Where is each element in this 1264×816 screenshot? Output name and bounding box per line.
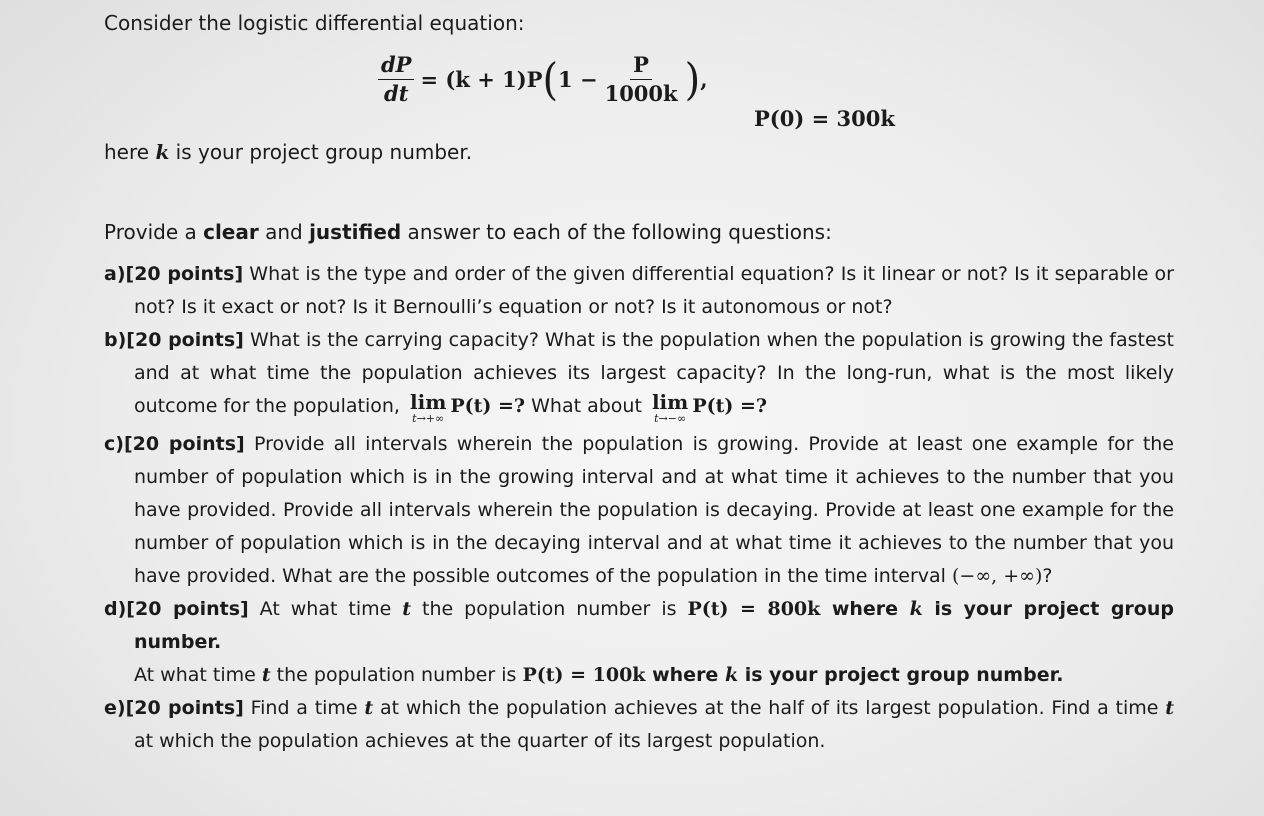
question-c-label: c)[20 points] (104, 433, 245, 455)
question-c-text: Provide all intervals wherein the population is growing. Provide at least one example for the number of population which is in the growing interval and at what time it achieves to the number that you have provided. Provide all intervals wherein the population is decaying. Provide at least one example for the number of population which is in the decaying interval and at what time it achieves to the number that you have provided. What are the possible outcomes of the population in the time interval (134, 433, 1174, 587)
question-b (104, 324, 1174, 424)
limit-minus-infinity (652, 390, 688, 424)
group-number-note (104, 138, 1174, 166)
question-a-label: a)[20 points] (104, 263, 244, 285)
question-d-t2: the population number is (411, 598, 688, 620)
question-d-k-var-1: k (909, 598, 923, 620)
question-d-t6: the population number is (270, 664, 523, 686)
question-d-t7: where (645, 664, 725, 686)
question-c (104, 428, 1174, 593)
lim-expr-1: P(t) =? (450, 395, 526, 417)
lead-clear: clear (203, 220, 259, 244)
equation-block (104, 38, 1174, 138)
equation-rhs-left: = (k + 1)P (420, 67, 543, 92)
logistic-equation (374, 54, 708, 105)
question-b-text1: What is the carrying capacity? What is the population when the population is growing the fastest and at what time the population achieves its largest capacity? In the long-run, what is the most likely outcome for the population, (134, 329, 1175, 417)
lead-part3: answer to each of the following questions: (401, 220, 832, 244)
lim-expr-2: P(t) =? (692, 395, 768, 417)
derivative-denominator: dt (384, 81, 409, 106)
question-d-t-var-2: t (261, 664, 271, 686)
question-a-text: What is the type and order of the given differential equation? Is it linear or not? Is it separable or not? Is it exact or not? Is it Bernoulli’s equation or not? Is it autonomous or not? (134, 263, 1174, 318)
document-page (104, 8, 1174, 758)
capacity-fraction (602, 54, 681, 105)
lead-part1: Provide a (104, 220, 204, 244)
equation-comma: , (700, 67, 708, 92)
question-d-t8: is your project group number. (738, 664, 1064, 686)
lead-part2: and (258, 220, 310, 244)
note-k: k (155, 140, 170, 164)
question-b-label: b)[20 points] (104, 329, 244, 351)
lead-justified: justified (309, 220, 402, 244)
question-e-t-var-2: t (1165, 697, 1174, 719)
question-b-text2: What about (525, 395, 648, 417)
question-d-expr2: P(t) = 100k (522, 664, 646, 686)
question-d-t5: At what time (134, 664, 262, 686)
question-e-t3: at which the population achieves at the quarter of its largest population. (134, 730, 826, 752)
question-e-label: e)[20 points] (104, 697, 244, 719)
derivative-fraction (378, 54, 414, 105)
question-a (104, 258, 1174, 324)
right-paren: ) (684, 54, 701, 105)
question-e-t2: at which the population achieves at the half of its largest population. Find a time (373, 697, 1166, 719)
lim-word-2: lim (651, 390, 689, 414)
initial-condition: P(0) = 300k (754, 106, 895, 131)
capacity-denominator: 1000k (604, 81, 678, 106)
capacity-numerator: P (630, 54, 652, 80)
lim-sub-2: t→−∞ (654, 412, 687, 425)
question-d-t3: where (820, 598, 910, 620)
instructions (104, 218, 1174, 246)
question-d-t4: is your project group number. (134, 598, 1174, 653)
lim-word-1: lim (410, 390, 447, 414)
limit-plus-infinity (410, 390, 446, 424)
question-c-end: ? (1042, 565, 1053, 587)
question-e-t-var-1: t (364, 697, 374, 719)
question-e (104, 692, 1174, 758)
question-d-label: d)[20 points] (104, 598, 249, 620)
question-d-t-var-1: t (402, 598, 412, 620)
question-e-t1: Find a time (243, 697, 365, 719)
note-suffix: is your project group number. (169, 140, 473, 164)
question-c-interval: (−∞, +∞) (952, 565, 1043, 587)
note-prefix: here (104, 140, 156, 164)
derivative-numerator: dP (378, 54, 414, 80)
question-d-expr1: P(t) = 800k (687, 598, 821, 620)
lim-sub-1: t→+∞ (412, 412, 445, 425)
equation-one-minus: 1 − (558, 67, 598, 92)
left-paren: ( (542, 54, 559, 105)
question-d-t1: At what time (248, 598, 403, 620)
intro-text: Consider the logistic differential equation: (104, 11, 525, 35)
question-d (104, 593, 1174, 692)
question-d-k-var-2: k (724, 664, 739, 686)
